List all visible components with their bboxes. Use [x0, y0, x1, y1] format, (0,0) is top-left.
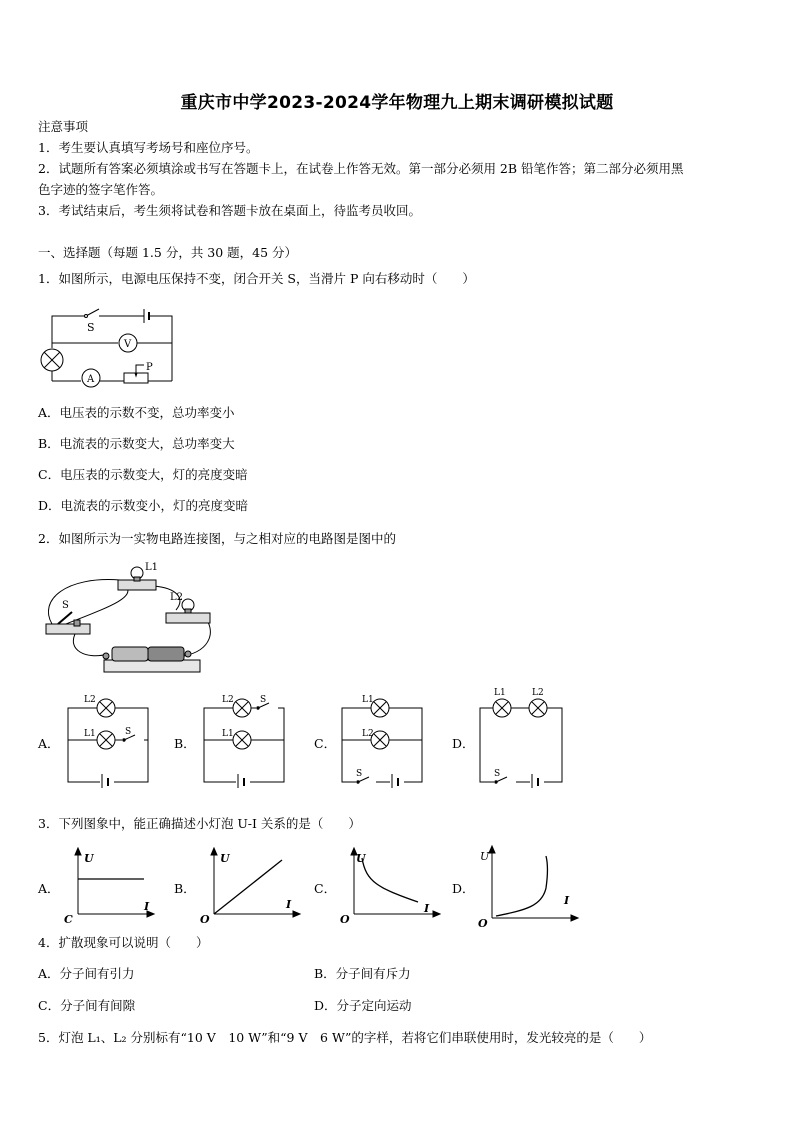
notice-item: 3．考试结束后，考生须将试卷和答题卡放在桌面上，待监考员收回。 — [38, 203, 421, 218]
q4-option-a: A．分子间有引力 — [38, 966, 135, 981]
q2-d-label-l1: L1 — [494, 688, 506, 698]
q2-option-b-letter: B． — [174, 736, 196, 751]
q2-physical-circuit-figure — [36, 558, 236, 678]
q2-c-label-l2: L2 — [362, 729, 374, 739]
q2-c-label-s: S — [356, 769, 363, 779]
q2-option-a-letter: A． — [38, 736, 60, 751]
q2-c-label-l1: L1 — [362, 695, 374, 705]
section-heading: 一、选择题（每题 1.5 分，共 30 题，45 分） — [38, 245, 298, 260]
question-1-stem: 1．如图所示，电源电压保持不变，闭合开关 S，当滑片 P 向右移动时（ ） — [38, 271, 475, 286]
q3-option-c-graph — [336, 846, 446, 926]
q3-c-origin: O — [340, 913, 350, 926]
q3-a-origin: C — [64, 913, 73, 926]
q2-a-label-s: S — [125, 727, 132, 737]
q3-option-c-letter: C． — [314, 881, 337, 896]
q3-d-axis-u: U — [480, 850, 490, 863]
q4-option-b: B．分子间有斥力 — [314, 966, 411, 981]
page-title: 重庆市中学2023-2024学年物理九上期末调研模拟试题 — [180, 93, 614, 113]
q2-option-d-letter: D． — [452, 736, 475, 751]
q2-d-label-s: S — [494, 769, 501, 779]
q1-option-d: D．电流表的示数变小，灯的亮度变暗 — [38, 498, 249, 513]
q2-fig-label-l2: L2 — [170, 592, 184, 603]
q3-option-b-letter: B． — [174, 881, 196, 896]
q3-option-a-graph — [60, 846, 160, 926]
q2-option-c-letter: C． — [314, 736, 337, 751]
q3-option-a-letter: A． — [38, 881, 60, 896]
q1-fig-label-s: S — [87, 321, 95, 334]
q3-a-axis-i: I — [144, 900, 150, 913]
q3-d-axis-i: I — [564, 894, 570, 907]
notice-item: 色字迹的签字笔作答。 — [38, 182, 164, 197]
q2-b-label-l2: L2 — [222, 695, 234, 705]
q3-option-d-graph — [476, 844, 586, 928]
q3-d-origin: O — [478, 917, 488, 928]
q1-option-c: C．电压表的示数变大，灯的亮度变暗 — [38, 467, 248, 482]
q2-b-label-s: S — [260, 695, 267, 705]
question-5-stem: 5．灯泡 L₁、L₂ 分别标有“10 V 10 W”和“9 V 6 W”的字样，若将它们串联使用时，发光较亮的是（ ） — [38, 1030, 652, 1045]
q2-b-label-l1: L1 — [222, 729, 234, 739]
q1-circuit-figure — [36, 303, 186, 393]
q1-fig-label-a: A — [87, 374, 95, 385]
q3-c-axis-i: I — [424, 902, 430, 915]
notice-item: 2．试题所有答案必须填涂或书写在答题卡上，在试卷上作答无效。第一部分必须用 2B 铅笔作答；第二部分必须用黑 — [38, 161, 684, 176]
q3-option-d-letter: D． — [452, 881, 475, 896]
question-2-stem: 2．如图所示为一实物电路连接图，与之相对应的电路图是图中的 — [38, 531, 396, 546]
q3-b-axis-i: I — [286, 898, 292, 911]
q1-option-b: B．电流表的示数变大，总功率变大 — [38, 436, 235, 451]
q2-option-d-circuit — [474, 686, 569, 788]
q3-a-axis-u: U — [84, 852, 94, 865]
q1-fig-label-p: P — [146, 362, 153, 373]
q2-fig-label-l1: L1 — [145, 562, 159, 573]
q2-a-label-l2: L2 — [84, 695, 96, 705]
question-3-stem: 3．下列图象中，能正确描述小灯泡 U-I 关系的是（ ） — [38, 816, 361, 831]
question-4-stem: 4．扩散现象可以说明（ ） — [38, 935, 209, 950]
q2-a-label-l1: L1 — [84, 729, 96, 739]
q1-fig-label-v: V — [124, 339, 132, 350]
q1-option-a: A．电压表的示数不变，总功率变小 — [38, 405, 235, 420]
q3-b-axis-u: U — [220, 852, 230, 865]
q3-b-origin: O — [200, 913, 210, 926]
q2-option-a-circuit — [62, 690, 157, 788]
notice-heading: 注意事项 — [38, 119, 89, 134]
q3-c-axis-u: U — [356, 852, 366, 865]
q4-option-d: D．分子定向运动 — [314, 998, 412, 1013]
q2-option-b-circuit — [198, 690, 293, 788]
q2-option-c-circuit — [336, 690, 431, 788]
notice-item: 1．考生要认真填写考场号和座位序号。 — [38, 140, 259, 155]
q2-fig-label-s: S — [62, 600, 69, 611]
q3-option-b-graph — [196, 846, 306, 926]
q4-option-c: C．分子间有间隙 — [38, 998, 136, 1013]
q2-d-label-l2: L2 — [532, 688, 544, 698]
